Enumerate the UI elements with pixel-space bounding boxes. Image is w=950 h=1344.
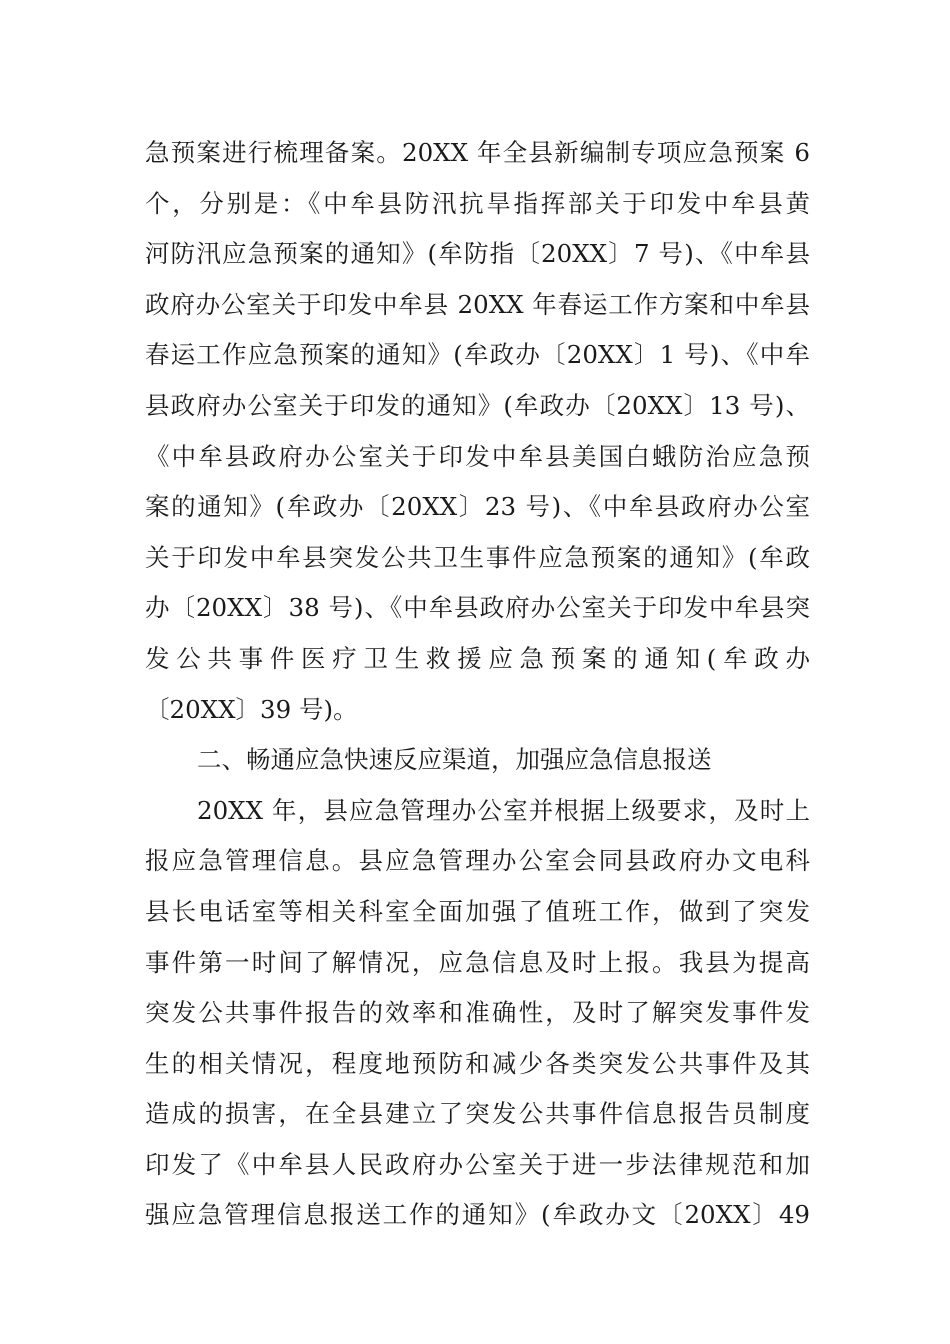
text-line: 报应急管理信息。县应急管理办公室会同县政府办文电科	[145, 846, 810, 876]
text-line: 印发了《中牟县人民政府办公室关于进一步法律规范和加	[145, 1149, 810, 1179]
section-heading: 二、畅通应急快速反应渠道，加强应急信息报送	[197, 745, 712, 775]
text-line: 春运工作应急预案的通知》(牟政办〔20XX〕1 号)、《中牟	[145, 340, 810, 370]
text-line: 20XX 年，县应急管理办公室并根据上级要求，及时上	[197, 795, 810, 825]
text-line: 〔20XX〕39 号)。	[145, 694, 358, 724]
text-line: 发公共事件医疗卫生救援应急预案的通知(牟政办	[145, 643, 810, 673]
text-line: 造成的损害，在全县建立了突发公共事件信息报告员制度	[145, 1099, 810, 1129]
text-line: 关于印发中牟县突发公共卫生事件应急预案的通知》(牟政	[145, 542, 810, 572]
text-line: 强应急管理信息报送工作的通知》(牟政办文〔20XX〕49	[145, 1200, 810, 1230]
document-body	[145, 128, 810, 1241]
text-line: 《中牟县政府办公室关于印发中牟县美国白蛾防治应急预	[145, 441, 810, 471]
text-line: 个，分别是：《中牟县防汛抗旱指挥部关于印发中牟县黄	[145, 188, 810, 218]
text-line: 县政府办公室关于印发的通知》(牟政办〔20XX〕13 号)、	[145, 390, 810, 420]
text-line: 办〔20XX〕38 号)、《中牟县政府办公室关于印发中牟县突	[145, 593, 810, 623]
text-line: 突发公共事件报告的效率和准确性，及时了解突发事件发	[145, 998, 810, 1028]
text-line: 案的通知》(牟政办〔20XX〕23 号)、《中牟县政府办公室	[145, 492, 810, 522]
text-line: 政府办公室关于印发中牟县 20XX 年春运工作方案和中牟县	[145, 289, 810, 319]
text-line: 河防汛应急预案的通知》(牟防指〔20XX〕7 号)、《中牟县	[145, 239, 810, 269]
text-line: 急预案进行梳理备案。20XX 年全县新编制专项应急预案 6	[145, 138, 810, 167]
text-line: 生的相关情况，程度地预防和减少各类突发公共事件及其	[145, 1048, 810, 1078]
text-line: 县长电话室等相关科室全面加强了值班工作，做到了突发	[145, 896, 810, 926]
text-line: 事件第一时间了解情况，应急信息及时上报。我县为提高	[145, 947, 810, 977]
